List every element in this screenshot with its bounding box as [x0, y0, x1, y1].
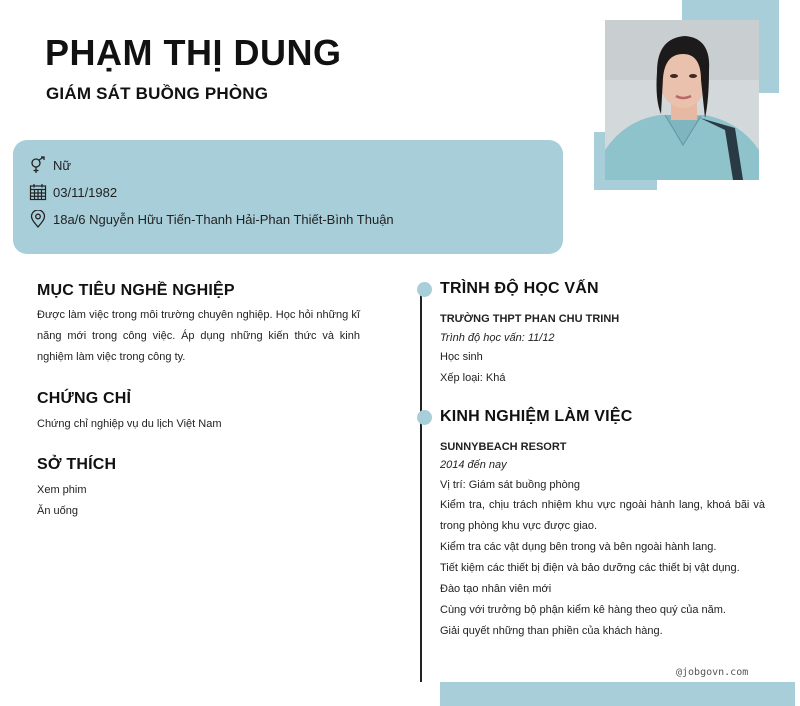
education-detail: Học sinh	[440, 351, 483, 363]
watermark: @jobgovn.com	[676, 667, 749, 678]
candidate-name: PHẠM THỊ DUNG	[45, 32, 342, 73]
experience-duty: Kiểm tra các vật dụng bên trong và bên ngoài hành lang.	[440, 541, 717, 553]
timeline-dot-education	[417, 282, 432, 297]
experience-company: SUNNYBEACH RESORT	[440, 441, 567, 453]
birthdate-row	[29, 183, 117, 201]
experience-period: 2014 đến nay	[440, 459, 507, 471]
job-title: GIÁM SÁT BUỒNG PHÒNG	[46, 84, 269, 103]
gender-icon	[29, 156, 47, 174]
experience-duty: Cùng với trưởng bộ phận kiểm kê hàng theo quý của năm.	[440, 604, 726, 616]
experience-duty: Vị trí: Giám sát buồng phòng	[440, 479, 581, 491]
experience-duty: Giải quyết những than phiền của khách hàng.	[440, 625, 663, 637]
profile-photo	[605, 20, 759, 180]
timeline-dot-experience	[417, 410, 432, 425]
hobby-item: Xem phim	[37, 484, 87, 496]
decorative-block-bottom	[440, 682, 795, 706]
timeline-line	[420, 290, 422, 682]
personal-info-box	[13, 140, 563, 254]
education-school: TRƯỜNG THPT PHAN CHU TRINH	[440, 313, 620, 325]
hobbies-title: SỞ THÍCH	[37, 456, 117, 473]
education-level: Trình độ học vấn: 11/12	[440, 332, 555, 344]
calendar-icon	[29, 183, 47, 201]
experience-duty: Tiết kiệm các thiết bị điện và bảo dưỡng các thiết bị vật dụng.	[440, 562, 740, 574]
experience-duty: Kiểm tra, chịu trách nhiệm khu vực ngoài hành lang, khoá bãi và trong phòng khu vực được giao.	[440, 499, 765, 532]
education-detail: Xếp loại: Khá	[440, 372, 506, 384]
experience-duty: Đào tạo nhân viên mới	[440, 583, 552, 595]
address-value: 18a/6 Nguyễn Hữu Tiến-Thanh Hải-Phan Thiết-Bình Thuận	[53, 211, 394, 227]
objective-text: Được làm việc trong môi trường chuyên nghiệp. Học hỏi những kĩ năng mới trong công việc. Áp dụng những kiến thức và kinh nghiệm làm việc trong công ty.	[37, 309, 360, 363]
location-pin-icon	[29, 210, 47, 228]
address-row	[29, 210, 394, 228]
objective-title: MỤC TIÊU NGHỀ NGHIỆP	[37, 282, 235, 299]
gender-row	[29, 156, 71, 174]
gender-value: Nữ	[53, 157, 72, 173]
experience-title: KINH NGHIỆM LÀM VIỆC	[440, 408, 633, 425]
certificates-title: CHỨNG CHỈ	[37, 390, 132, 407]
education-title: TRÌNH ĐỘ HỌC VẤN	[440, 280, 599, 297]
hobby-item: Ăn uống	[37, 505, 78, 517]
certificate-item: Chứng chỉ nghiệp vụ du lịch Việt Nam	[37, 418, 222, 430]
birthdate-value: 03/11/1982	[53, 184, 118, 200]
